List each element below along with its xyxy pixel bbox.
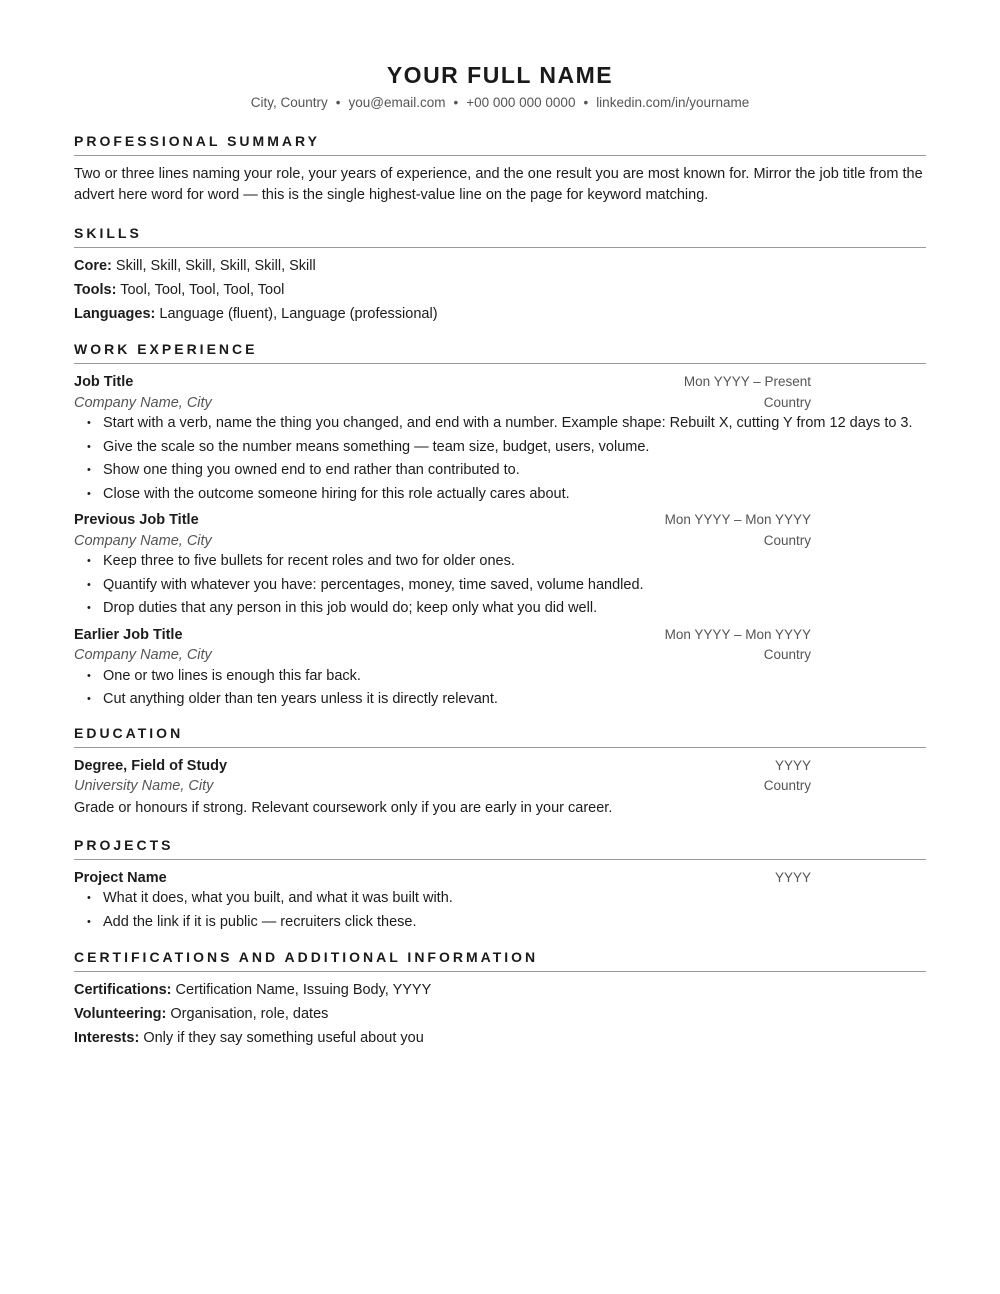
contact-location: City, Country xyxy=(250,95,328,110)
job-company: Company Name, City xyxy=(74,532,212,549)
skill-label: Languages: xyxy=(74,306,156,322)
section-title-summary: PROFESSIONAL SUMMARY xyxy=(74,132,926,156)
job-dates: Mon YYYY – Present xyxy=(683,374,811,389)
job-title: Job Title xyxy=(74,374,134,390)
additional-value: Only if they say something useful about you xyxy=(143,1030,424,1046)
bullet-item: • Give the scale so the number means something — team size, budget, users, volume. xyxy=(103,437,926,458)
bullet-item: • Quantify with whatever you have: percentages, money, time saved, volume handled. xyxy=(103,575,926,596)
bullet-item: • Keep three to five bullets for recent roles and two for older ones. xyxy=(103,551,926,572)
additional-value: Organisation, role, dates xyxy=(170,1006,329,1022)
job-entry xyxy=(74,510,926,619)
bullet-item: • Add the link if it is public — recruiters click these. xyxy=(103,912,926,933)
additional-value: Certification Name, Issuing Body, YYYY xyxy=(175,982,432,998)
bullet-item: • Close with the outcome someone hiring for this role actually cares about. xyxy=(103,484,926,505)
projects-section xyxy=(74,836,926,933)
job-title: Earlier Job Title xyxy=(74,626,183,643)
contact-line xyxy=(74,94,926,112)
contact-linkedin: linkedin.com/in/yourname xyxy=(596,95,750,110)
full-name: YOUR FULL NAME xyxy=(386,62,614,88)
job-bullets xyxy=(74,413,926,504)
additional-label: Interests: xyxy=(74,1030,140,1046)
skill-label: Core: xyxy=(74,258,112,274)
skills-section xyxy=(74,224,926,326)
job-dates: Mon YYYY – Mon YYYY xyxy=(664,512,811,527)
job-bullets xyxy=(74,666,926,710)
university-name: University Name, City xyxy=(74,778,214,794)
summary-section xyxy=(74,132,926,205)
contact-separator: • xyxy=(583,95,589,110)
additional-row-volunteering xyxy=(74,1002,926,1026)
additional-label: Volunteering: xyxy=(74,1006,167,1022)
project-bullets xyxy=(74,888,926,932)
project-year: YYYY xyxy=(774,869,811,885)
contact-email: you@email.com xyxy=(348,95,446,110)
job-dates: Mon YYYY – Mon YYYY xyxy=(664,626,811,642)
bullet-item: • Start with a verb, name the thing you changed, and end with a number. Example shape: Rebuilt X, cutting Y from 12 days to 3. xyxy=(103,413,926,434)
skill-label: Tools: xyxy=(74,282,117,298)
job-entry xyxy=(74,372,926,504)
education-section xyxy=(74,724,926,819)
bullet-item: • Show one thing you owned end to end rather than contributed to. xyxy=(103,460,926,481)
degree-year: YYYY xyxy=(774,757,811,773)
job-location: Country xyxy=(763,532,811,548)
section-title-additional: CERTIFICATIONS AND ADDITIONAL INFORMATION xyxy=(74,948,926,972)
university-location: Country xyxy=(763,778,811,793)
bullet-item: • One or two lines is enough this far back. xyxy=(103,666,926,687)
section-title-experience: WORK EXPERIENCE xyxy=(74,340,926,364)
skill-row-languages xyxy=(74,302,926,326)
job-title: Previous Job Title xyxy=(74,512,199,528)
additional-row-certifications xyxy=(74,978,926,1002)
experience-section xyxy=(74,340,926,710)
skill-value: Language (fluent), Language (professional) xyxy=(159,306,438,322)
contact-separator: • xyxy=(335,95,341,110)
section-title-education: EDUCATION xyxy=(74,724,926,748)
job-entry xyxy=(74,625,926,710)
section-title-skills: SKILLS xyxy=(74,224,926,248)
additional-section xyxy=(74,948,926,1050)
project-name: Project Name xyxy=(74,869,167,886)
skill-value: Skill, Skill, Skill, Skill, Skill, Skill xyxy=(115,258,316,274)
contact-separator: • xyxy=(453,95,459,110)
education-note: Grade or honours if strong. Relevant coursework only if you are early in your career. xyxy=(74,799,613,816)
bullet-item: • Drop duties that any person in this job would do; keep only what you did well. xyxy=(103,598,926,619)
job-company: Company Name, City xyxy=(74,647,212,663)
summary-text: Two or three lines naming your role, your years of experience, and the one result you are most known for. Mirror the job title from the advert here word for word — this is the single highest-value line on the page for keyword matching. xyxy=(74,166,923,203)
job-company: Company Name, City xyxy=(74,394,212,411)
bullet-item: • Cut anything older than ten years unless it is directly relevant. xyxy=(103,689,926,710)
job-bullets xyxy=(74,551,926,619)
additional-label: Certifications: xyxy=(74,982,172,998)
bullet-item: • What it does, what you built, and what it was built with. xyxy=(103,888,926,909)
additional-row-interests xyxy=(74,1026,926,1050)
contact-phone: +00 000 000 0000 xyxy=(466,95,576,110)
skill-value: Tool, Tool, Tool, Tool, Tool xyxy=(120,282,285,298)
degree-title: Degree, Field of Study xyxy=(74,757,228,774)
skill-row-tools xyxy=(74,278,926,302)
skill-row-core xyxy=(74,254,926,278)
section-title-projects: PROJECTS xyxy=(74,836,926,860)
job-location: Country xyxy=(763,394,811,410)
job-location: Country xyxy=(763,647,811,662)
